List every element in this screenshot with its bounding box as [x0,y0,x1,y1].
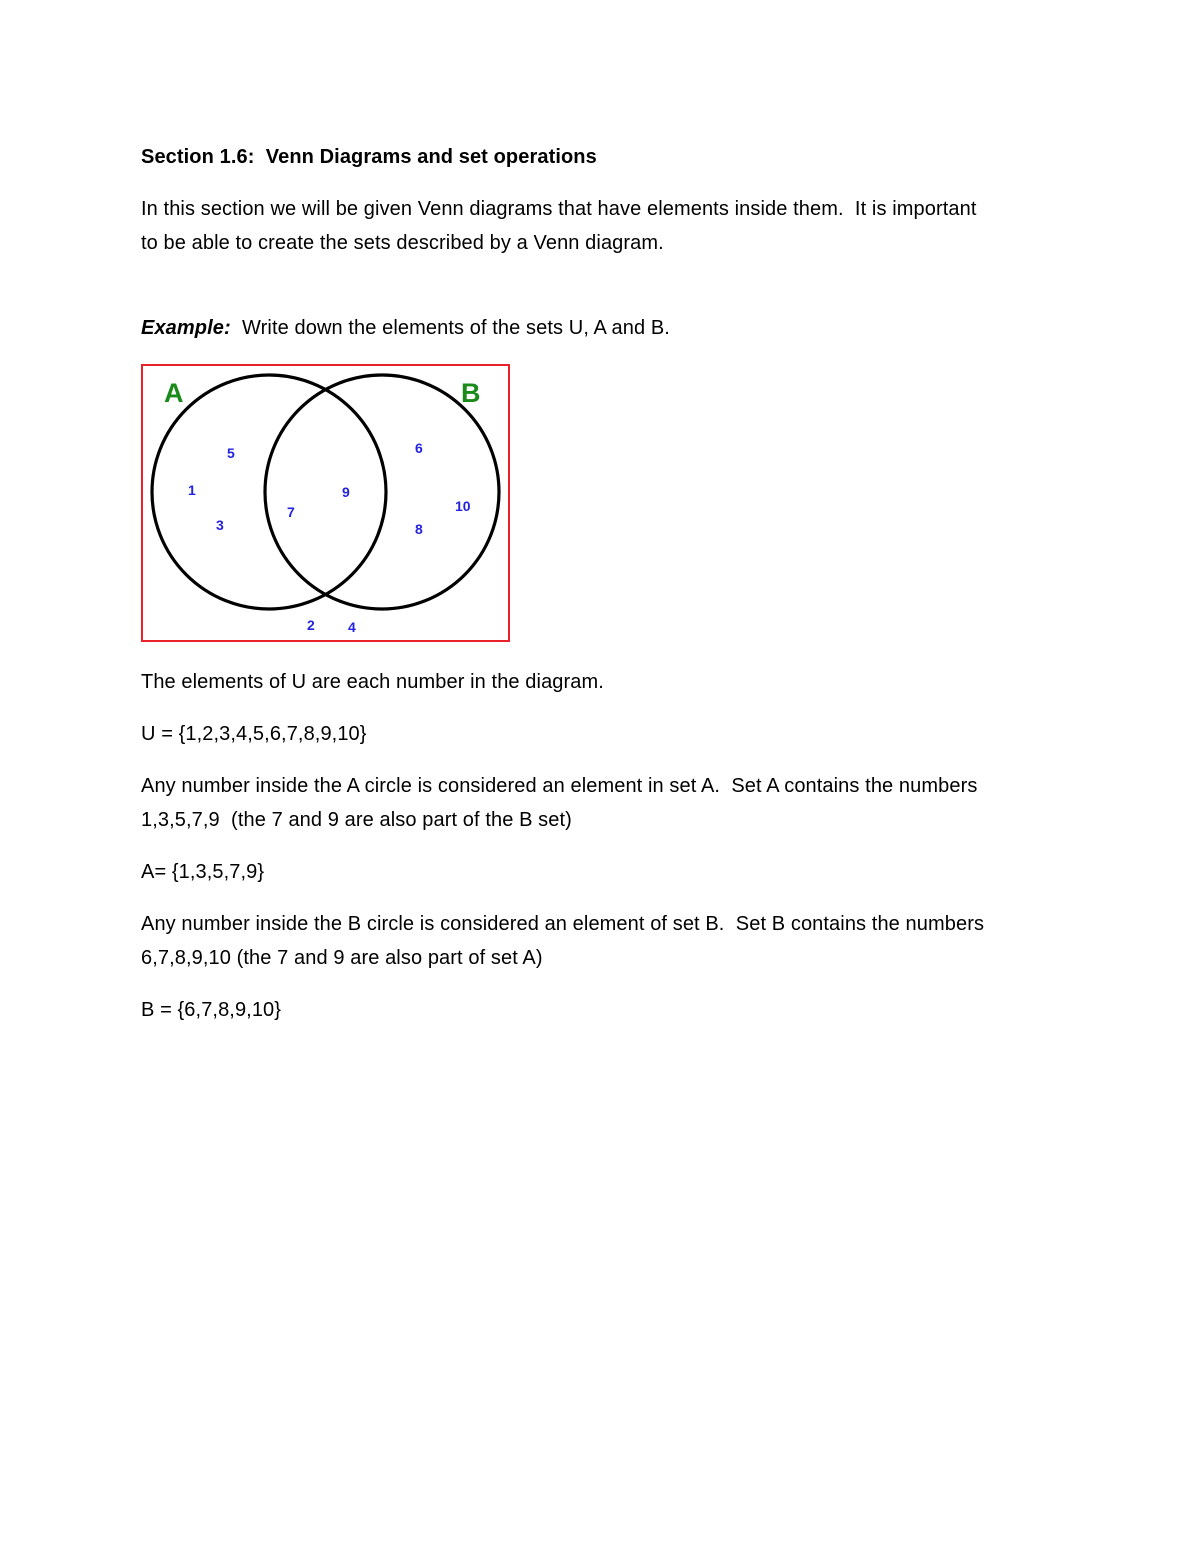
element-7: 7 [287,504,295,520]
example-text: Write down the elements of the sets U, A and B. [230,317,670,339]
element-6: 6 [415,440,423,456]
u-intro: The elements of U are each number in the diagram. [141,671,604,693]
venn-diagram [141,364,510,642]
example-label: Example: [141,317,231,339]
b-description-line-1: Any number inside the B circle is considered an element of set B. Set B contains the numbers [141,913,985,935]
a-description-line-1: Any number inside the A circle is considered an element in set A. Set A contains the numbers [141,775,978,797]
element-1: 1 [188,482,196,498]
set-b-label: B [461,378,481,408]
a-set: A= {1,3,5,7,9} [141,861,265,883]
element-2: 2 [307,617,315,633]
b-set: B = {6,7,8,9,10} [141,999,282,1021]
element-5: 5 [227,445,235,461]
element-8: 8 [415,521,423,537]
set-a-label: A [164,378,184,408]
element-4: 4 [348,619,356,635]
u-set: U = {1,2,3,4,5,6,7,8,9,10} [141,723,367,745]
intro-line-2: to be able to create the sets described by a Venn diagram. [141,232,664,254]
element-10: 10 [455,498,471,514]
set-b-circle [265,375,499,609]
element-3: 3 [216,517,224,533]
element-9: 9 [342,484,350,500]
example-line [141,311,670,345]
section-heading: Section 1.6: Venn Diagrams and set operations [141,146,597,168]
a-description-line-2: 1,3,5,7,9 (the 7 and 9 are also part of the B set) [141,809,572,831]
intro-line-1: In this section we will be given Venn diagrams that have elements inside them. It is important [141,198,977,220]
b-description-line-2: 6,7,8,9,10 (the 7 and 9 are also part of set A) [141,947,543,969]
venn-diagram-svg [143,366,508,640]
